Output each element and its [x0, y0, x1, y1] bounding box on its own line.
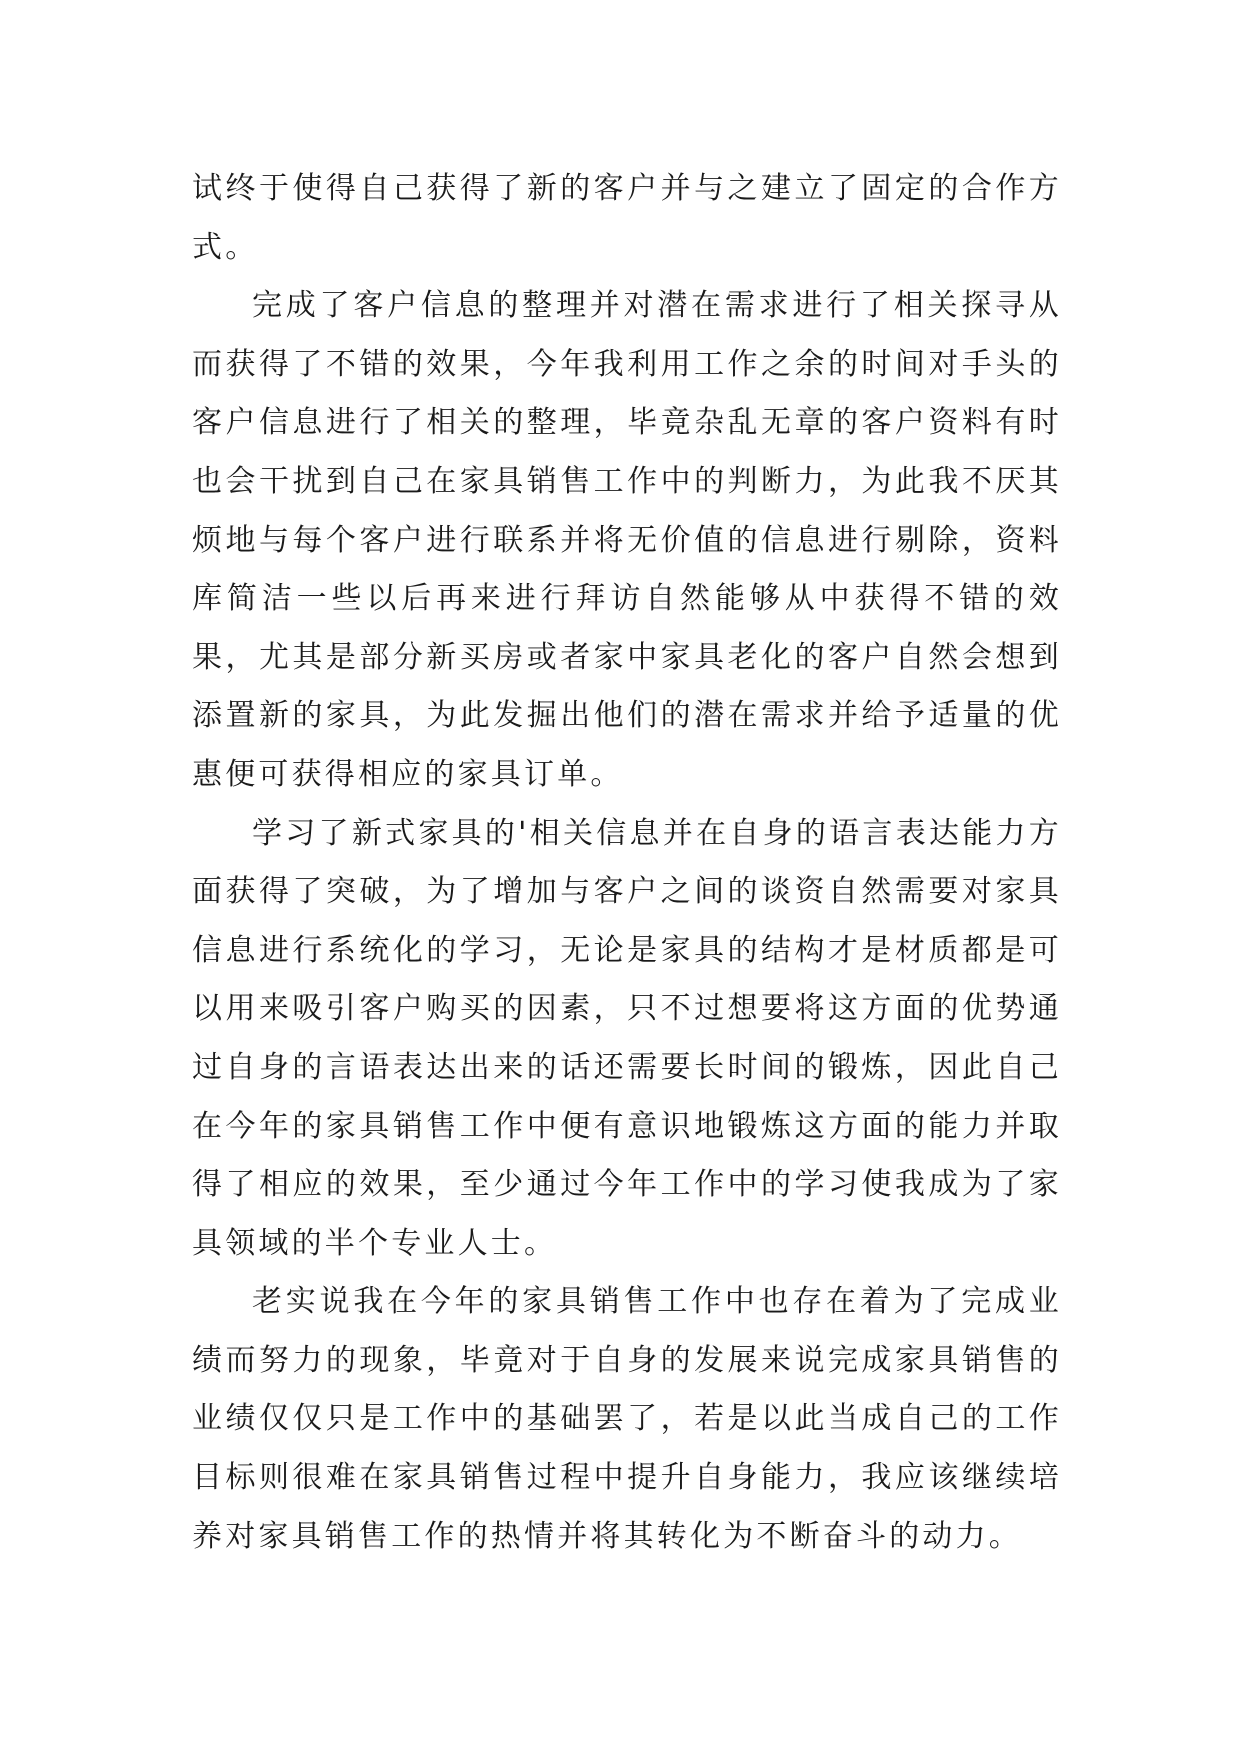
paragraph-self-reflection: 老实说我在今年的家具销售工作中也存在着为了完成业绩而努力的现象，毕竟对于自身的发展来说完成家具销售的业绩仅仅只是工作中的基础罢了，若是以此当成自己的工作目标则很难在家具销售过程中提升自身能力，我应该继续培养对家具销售工作的热情并将其转化为不断奋斗的动力。 — [192, 1284, 1062, 1554]
paragraph-continuation: 试终于使得自己获得了新的客户并与之建立了固定的合作方式。 — [192, 171, 1062, 265]
paragraph-furniture-learning: 学习了新式家具的'相关信息并在自身的语言表达能力方面获得了突破，为了增加与客户之间的谈资自然需要对家具信息进行系统化的学习，无论是家具的结构才是材质都是可以用来吸引客户购买的因素，只不过想要将这方面的优势通过自身的言语表达出来的话还需要长时间的锻炼，因此自己在今年的家具销售工作中便有意识地锻炼这方面的能力并取得了相应的效果，至少通过今年工作中的学习使我成为了家具领域的半个专业人士。 — [192, 815, 1062, 1261]
document-body — [192, 160, 1062, 1566]
paragraph-customer-info: 完成了客户信息的整理并对潜在需求进行了相关探寻从而获得了不错的效果，今年我利用工作之余的时间对手头的客户信息进行了相关的整理，毕竟杂乱无章的客户资料有时也会干扰到自己在家具销售工作中的判断力，为此我不厌其烦地与每个客户进行联系并将无价值的信息进行剔除，资料库简洁一些以后再来进行拜访自然能够从中获得不错的效果，尤其是部分新买房或者家中家具老化的客户自然会想到添置新的家具，为此发掘出他们的潜在需求并给予适量的优惠便可获得相应的家具订单。 — [192, 288, 1062, 792]
